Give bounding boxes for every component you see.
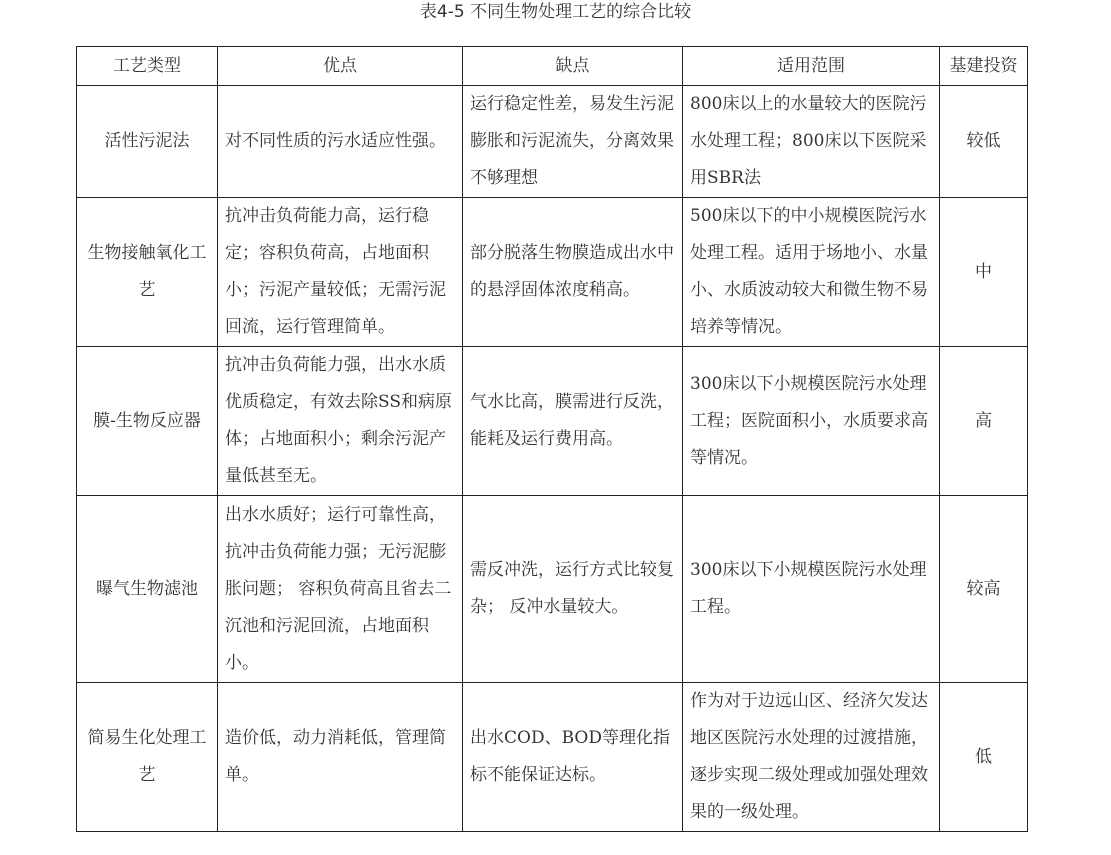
- cell-disadvantages: 气水比高，膜需进行反洗，能耗及运行费用高。: [463, 347, 683, 496]
- table-caption: 表4-5 不同生物处理工艺的综合比较: [419, 2, 692, 22]
- cell-advantages: 抗冲击负荷能力高，运行稳定；容积负荷高，占地面积小；污泥产量较低；无需污泥回流，运行管理简单。: [218, 198, 463, 347]
- cell-advantages: 出水水质好；运行可靠性高，抗冲击负荷能力强；无污泥膨胀问题； 容积负荷高且省去二沉池和污泥回流，占地面积小。: [218, 496, 463, 683]
- cell-disadvantages: 需反冲洗，运行方式比较复杂； 反冲水量较大。: [463, 496, 683, 683]
- comparison-table: [76, 46, 1028, 832]
- cell-investment: 低: [940, 683, 1028, 832]
- cell-process-type: 生物接触氧化工艺: [77, 198, 218, 347]
- cell-advantages: 造价低，动力消耗低，管理简单。: [218, 683, 463, 832]
- cell-application-scope: 500床以下的中小规模医院污水处理工程。适用于场地小、水量小、水质波动较大和微生物不易培养等情况。: [683, 198, 940, 347]
- header-application-scope: 适用范围: [683, 47, 940, 86]
- table-row: [77, 496, 1028, 683]
- header-row: [77, 47, 1028, 86]
- cell-disadvantages: 出水COD、BOD等理化指标不能保证达标。: [463, 683, 683, 832]
- cell-application-scope: 300床以下小规模医院污水处理工程。: [683, 496, 940, 683]
- cell-investment: 较高: [940, 496, 1028, 683]
- cell-application-scope: 300床以下小规模医院污水处理工程；医院面积小，水质要求高等情况。: [683, 347, 940, 496]
- cell-investment: 中: [940, 198, 1028, 347]
- cell-disadvantages: 运行稳定性差，易发生污泥膨胀和污泥流失，分离效果不够理想: [463, 86, 683, 198]
- cell-process-type: 活性污泥法: [77, 86, 218, 198]
- header-process-type: 工艺类型: [77, 47, 218, 86]
- cell-investment: 较低: [940, 86, 1028, 198]
- cell-process-type: 简易生化处理工艺: [77, 683, 218, 832]
- cell-investment: 高: [940, 347, 1028, 496]
- cell-process-type: 曝气生物滤池: [77, 496, 218, 683]
- cell-application-scope: 作为对于边远山区、经济欠发达地区医院污水处理的过渡措施，逐步实现二级处理或加强处理效果的一级处理。: [683, 683, 940, 832]
- table-row: [77, 86, 1028, 198]
- header-disadvantages: 缺点: [463, 47, 683, 86]
- table-row: [77, 347, 1028, 496]
- table-row: [77, 198, 1028, 347]
- cell-disadvantages: 部分脱落生物膜造成出水中的悬浮固体浓度稍高。: [463, 198, 683, 347]
- cell-advantages: 对不同性质的污水适应性强。: [218, 86, 463, 198]
- header-investment: 基建投资: [940, 47, 1028, 86]
- header-advantages: 优点: [218, 47, 463, 86]
- cell-advantages: 抗冲击负荷能力强，出水水质优质稳定，有效去除SS和病原体；占地面积小；剩余污泥产量低甚至无。: [218, 347, 463, 496]
- cell-process-type: 膜-生物反应器: [77, 347, 218, 496]
- table-row: [77, 683, 1028, 832]
- cell-application-scope: 800床以上的水量较大的医院污水处理工程；800床以下医院采用SBR法: [683, 86, 940, 198]
